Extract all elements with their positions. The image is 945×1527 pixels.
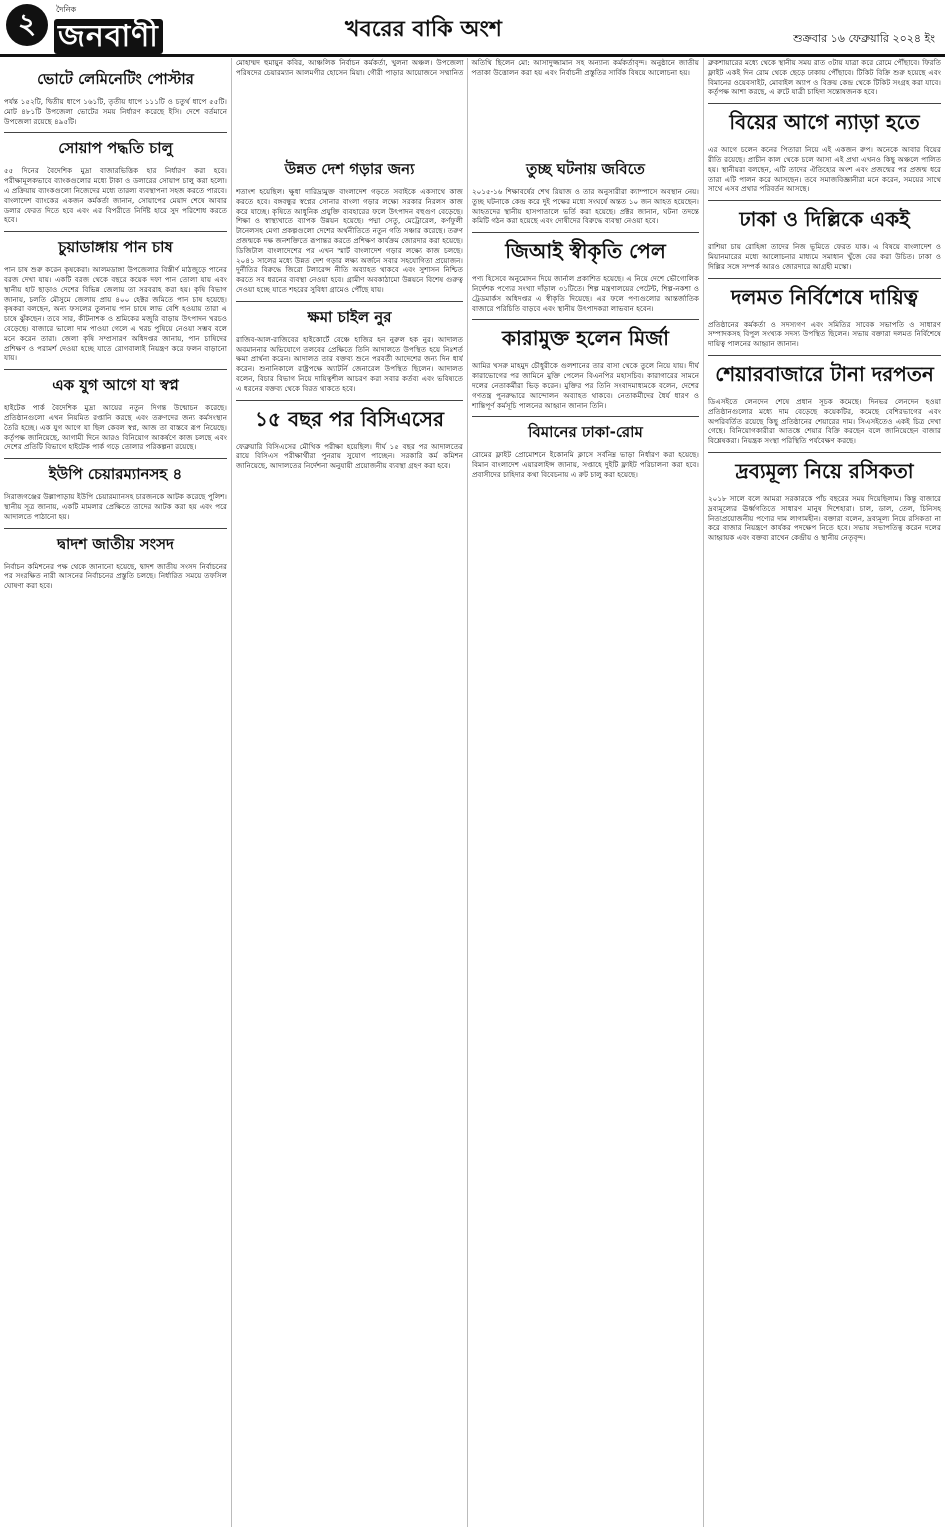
page-number: ২	[6, 4, 48, 46]
logo-prefix: দৈনিক	[56, 5, 77, 14]
article	[708, 200, 941, 271]
article-headline: বিয়ের আগে ন্যাড়া হতে	[708, 103, 941, 141]
column-4	[704, 58, 945, 1527]
article-body: ২০১৫-১৬ শিক্ষাবর্ষের শেখ রিয়াজ ও তার অনুসারীরা ক্যাম্পাসে অবস্থান নেয়। তুচ্ছ ঘটনাকে কেন্দ্র করে দুই পক্ষের মধ্যে সংঘর্ষে অন্তত ১০ জন আহত হয়েছেন। আহতদের স্থানীয় হাসপাতালে ভর্তি করা হয়েছে। প্রক্টর জানান, ঘটনা তদন্তে কমিটি গঠন করা হয়েছে এবং দোষীদের বিরুদ্ধে ব্যবস্থা নেওয়া হবে।	[472, 187, 699, 226]
article	[4, 64, 227, 126]
article	[4, 132, 227, 225]
column-1	[0, 58, 232, 1527]
article-body: রোমের ফ্লাইট প্রোমোশনে ইকোনমি ক্লাসে সর্বনিম্ন ভাড়া নির্ধারণ করা হয়েছে। বিমান বাংলাদেশ এয়ারলাইন্স জানায়, সপ্তাহে দুইটি ফ্লাইট পরিচালনা করা হবে। প্রবাসীদের চাহিদার কথা বিবেচনায় এ রুট চালু করা হয়েছে।	[472, 450, 699, 479]
article-headline: এক যুগ আগে যা স্বপ্ন	[4, 369, 227, 399]
article	[472, 154, 699, 226]
article	[236, 301, 463, 394]
article	[472, 232, 699, 313]
article	[4, 458, 227, 521]
column-3	[468, 58, 704, 1527]
article-body: ফেব্রুয়ারি বিসিএসের মৌখিক পরীক্ষা হয়েছিল। দীর্ঘ ১৫ বছর পর আদালতের রায়ে বিসিএস পরীক্ষার্থীরা পুনরায় সুযোগ পাচ্ছেন। সরকারি কর্ম কমিশন জানিয়েছে, আদালতের নির্দেশনা অনুযায়ী প্রয়োজনীয় ব্যবস্থা গ্রহণ করা হবে।	[236, 441, 463, 471]
article-headline: ১৫ বছর পর বিসিএসের	[236, 400, 463, 438]
article	[708, 355, 941, 446]
article-body: ৫৫ দিনের বৈদেশিক মুদ্রা বাজারভিত্তিক হার নির্ধারণ করা হবে। পরীক্ষামূলকভাবে ব্যাংকগুলোর মধ্যে টাকা ও ডলারের সোয়াপ চালু করা হলো। এ প্রক্রিয়ায় ব্যাংকগুলো নিজেদের মধ্যে তারল্য ব্যবস্থাপনা সহজ করতে পারবে। বাংলাদেশ ব্যাংকের একজন কর্মকর্তা জানান, সোয়াপের মেয়াদ শেষে আবার ডলার ফেরত দিতে হবে এবং এর বিপরীতে নির্দিষ্ট হারে সুদ পরিশোধ করতে হবে।	[4, 166, 227, 225]
article-body: পান চাষ শুরু করেন কৃষকেরা। আলমডাঙ্গা উপজেলার বিস্তীর্ণ মাঠজুড়ে পানের বরজ দেখা যায়। একটি বরজ থেকে বছরে কয়েক দফা পান তোলা যায় এবং স্থানীয় হাট ছাড়াও দেশের বিভিন্ন জেলায় তা সরবরাহ করা হয়। কৃষি বিভাগ জানায়, চলতি মৌসুমে জেলায় প্রায় ৪০০ হেক্টর জমিতে পান চাষ হয়েছে। কৃষকরা বলছেন, অন্য ফসলের তুলনায় পান চাষে লাভ বেশি হওয়ায় তারা এ চাষে ঝুঁকছেন। তবে সার, কীটনাশক ও শ্রমিকের মজুরি বাড়ায় উৎপাদন খরচও বেড়েছে। বাজারে ভালো দাম পাওয়া গেলে এ খরচ পুষিয়ে নেওয়া সম্ভব বলে মনে করেন তারা। জেলা কৃষি সম্প্রসারণ অধিদপ্তর জানায়, পান চাষিদের প্রশিক্ষণ ও পরামর্শ দেওয়া হচ্ছে যাতে রোগবালাই নিয়ন্ত্রণ করে ফলন বাড়ানো যায়।	[4, 265, 227, 363]
article-body: আমির খসরু মাহমুদ চৌধুরীকে গুলশানের তার বাসা থেকে তুলে নিয়ে যায়। দীর্ঘ কারাভোগের পর জামিনে মুক্তি পেলেন বিএনপির মহাসচিব। কারাগারের সামনে দলের নেতাকর্মীরা ভিড় করেন। মুক্তির পর তিনি সংবাদমাধ্যমকে বলেন, দেশের গণতন্ত্র পুনরুদ্ধারে আন্দোলন অব্যাহত থাকবে। নেতাকর্মীদের ধৈর্য ধারণ ও শান্তিপূর্ণ কর্মসূচি পালনের আহ্বান জানান তিনি।	[472, 361, 699, 410]
article-body: ব্রুকশায়ারের মধ্যে থেকে স্থানীয় সময় রাত ৩টায় যাত্রা করে রোমে পৌঁছাবে। ফিরতি ফ্লাইট একই দিন রোম থেকে ছেড়ে ঢাকায় পৌঁছাবে। টিকিট বিক্রি শুরু হয়েছে এবং বিমানের ওয়েবসাইট, মোবাইল অ্যাপ ও বিক্রয় কেন্দ্র থেকে টিকিট সংগ্রহ করা যাবে। কর্তৃপক্ষ আশা করছে, এ রুটে যাত্রী চাহিদা সন্তোষজনক হবে।	[708, 58, 941, 97]
article	[472, 416, 699, 479]
article	[4, 528, 227, 591]
article-headline: শেয়ারবাজারে টানা দরপতন	[708, 355, 941, 393]
article-headline: ইউপি চেয়ারম্যানসহ ৪	[4, 458, 227, 488]
article	[708, 452, 941, 543]
section-title: খবরের বাকি অংশ	[345, 17, 502, 42]
article-headline: চুয়াডাঙ্গায় পান চাষ	[4, 231, 227, 261]
article-headline: দলমত নির্বিশেষে দায়িত্ব	[708, 278, 941, 316]
newspaper-logo: জনবাণী	[54, 12, 163, 63]
article	[708, 103, 941, 194]
article-headline: উন্নত দেশ গড়ার জন্য	[284, 160, 415, 178]
article-headline: তুচ্ছ ঘটনায় জবিতে	[526, 160, 645, 178]
article-body: সিরাজগঞ্জের উল্লাপাড়ায় ইউপি চেয়ারম্যানসহ চারজনকে আটক করেছে পুলিশ। স্থানীয় সূত্র জানায়, একটি মামলার প্রেক্ষিতে তাদের আটক করা হয় এবং পরে আদালতে পাঠানো হয়।	[4, 492, 227, 521]
article-body: রাজিব-আল-রাজিবের হাইকোর্টে বেঞ্চে হাজির হন নুরুল হক নুর। আদালত অবমাননার অভিযোগে তলবের প্রেক্ষিতে তিনি আদালতে উপস্থিত হয়ে নিঃশর্ত ক্ষমা প্রার্থনা করেন। আদালত তার বক্তব্য শুনে পরবর্তী আদেশের জন্য দিন ধার্য করেন। শুনানিকালে রাষ্ট্রপক্ষে অ্যাটর্নি জেনারেল উপস্থিত ছিলেন। আদালত বলেন, বিচার বিভাগ নিয়ে দায়িত্বশীল আচরণ করা সবার কর্তব্য এবং ভবিষ্যতে এ ধরনের বক্তব্য থেকে বিরত থাকতে হবে।	[236, 334, 463, 393]
article-headline: ঢাকা ও দিল্লিকে একই	[708, 200, 941, 238]
article-body: পণ্য হিসেবে অনুমোদন দিয়ে জার্নাল প্রকাশিত হয়েছে। এ নিয়ে দেশে ভৌগোলিক নির্দেশক পণ্যের সংখ্যা দাঁড়াল ৩১টিতে। শিল্প মন্ত্রণালয়ের পেটেন্ট, শিল্প-নকশা ও ট্রেডমার্কস অধিদপ্তর এ স্বীকৃতি দিয়েছে। এর ফলে পণ্যগুলোর আন্তর্জাতিক বাজারে পরিচিতি বাড়বে এবং স্থানীয় উৎপাদকরা লাভবান হবেন।	[472, 274, 699, 313]
article	[236, 400, 463, 471]
article-headline: কারামুক্ত হলেন মির্জা	[472, 319, 699, 357]
article-body: হাইটেক পার্ক বৈদেশিক মুদ্রা আয়ের নতুন দিগন্ত উন্মোচন করেছে। প্রতিষ্ঠানগুলো এখন নিয়মিত রপ্তানি করছে এবং তরুণদের জন্য কর্মসংস্থান তৈরি হচ্ছে। এক যুগ আগে যা ছিল কেবল স্বপ্ন, আজ তা বাস্তবে রূপ নিয়েছে। কর্তৃপক্ষ জানিয়েছে, আগামী দিনে আরও বিনিয়োগ আকর্ষণে কাজ চলছে এবং দেশের প্রতিটি বিভাগে হাইটেক পার্ক গড়ে তোলার পরিকল্পনা রয়েছে।	[4, 403, 227, 452]
news-columns	[0, 58, 945, 1527]
article	[708, 58, 941, 97]
article-body: রাশিয়া চায় রোহিঙ্গা তাদের নিজ ভূমিতে ফেরত যাক। এ বিষয়ে বাংলাদেশ ও মিয়ানমারের মধ্যে আলোচনার মাধ্যমে সমাধান খুঁজে বের করা উচিত। ঢাকা ও দিল্লির সঙ্গে সম্পর্ক আরও জোরদারে আগ্রহী মস্কো।	[708, 242, 941, 271]
article-body: পর্যন্ত ১৫২টি, দ্বিতীয় ধাপে ১৬১টি, তৃতীয় ধাপে ১১১টি ও চতুর্থ ধাপে ৫৫টি। মোট ৪৮১টি উপজেলা ভোটের সময় নির্ধারণ করেছে ইসি। দেশে বর্তমানে উপজেলা রয়েছে ৪৯৫টি।	[4, 97, 227, 126]
article	[4, 369, 227, 452]
issue-date: শুক্রবার ১৬ ফেব্রুয়ারি ২০২৪ ইং	[793, 32, 935, 45]
article-headline: জিআই স্বীকৃতি পেল	[472, 232, 699, 270]
article-body: প্রতিষ্ঠানের কর্মকর্তা ও সদস্যগণ এবং সমিতির সাবেক সভাপতি ও সাধারণ সম্পাদকসহ বিপুল সংখ্যক সদস্য উপস্থিত ছিলেন। সভায় বক্তারা দলমত নির্বিশেষে দায়িত্ব পালনের আহ্বান জানান।	[708, 319, 941, 349]
article-headline: দ্বাদশ জাতীয় সংসদ	[4, 528, 227, 558]
article-body: ২০১৮ সালে বলে আমরা সরকারকে পাঁচ বছরের সময় দিয়েছিলাম। কিন্তু বাজারে দ্রব্যমূল্যের ঊর্ধ্বগতিতে সাধারণ মানুষ দিশেহারা। চাল, ডাল, তেল, চিনিসহ নিত্যপ্রয়োজনীয় পণ্যের দাম লাগামহীন। বক্তারা বলেন, দ্রব্যমূল্য নিয়ে রসিকতা না করে বাজার নিয়ন্ত্রণে কার্যকর পদক্ষেপ নিতে হবে। সভায় সভাপতিত্ব করেন দলের আহ্বায়ক এবং বক্তব্য রাখেন কেন্দ্রীয় ও স্থানীয় নেতৃবৃন্দ।	[708, 493, 941, 543]
article-headline: ভোটে লেমিনেটিং পোস্টার	[37, 70, 194, 88]
article	[472, 319, 699, 410]
column-2	[232, 58, 468, 1527]
article-headline: সোয়াপ পদ্ধতি চালু	[4, 132, 227, 162]
masthead	[0, 0, 945, 57]
article-headline: দ্রব্যমূল্য নিয়ে রসিকতা	[708, 452, 941, 490]
article-headline: ক্ষমা চাইল নুর	[236, 301, 463, 331]
article-body: এর আগে চলেন কনের পিতারা নিয়ে এই একজন রুপ। অনেকে আবার বিয়ের রীতি রয়েছে। প্রাচীন কাল থেকে চলে আসা এই প্রথা এখনও কিছু অঞ্চলে পালিত হয়। স্থানীয়রা বলছেন, এটি তাদের ঐতিহ্যের অংশ এবং প্রজন্মের পর প্রজন্ম ধরে তারা এটি পালন করে আসছেন। তবে সমাজবিজ্ঞানীরা মনে করেন, সময়ের সাথে সাথে এসব প্রথার পরিবর্তন আসছে।	[708, 145, 941, 194]
article	[708, 278, 941, 349]
article-body: শতাংশ হয়েছিল। ক্ষুধা দারিদ্র্যমুক্ত বাংলাদেশ গড়তে সবাইকে একসাথে কাজ করতে হবে। বঙ্গবন্ধুর স্বপ্নের সোনার বাংলা গড়ার লক্ষ্যে সরকার নিরলস কাজ করে যাচ্ছে। কৃষিতে আধুনিক প্রযুক্তি ব্যবহারের ফলে উৎপাদন বহুগুণ বেড়েছে। শিক্ষা ও স্বাস্থ্যখাতে ব্যাপক উন্নয়ন হয়েছে। পদ্মা সেতু, মেট্রোরেল, কর্ণফুলী টানেলসহ মেগা প্রকল্পগুলো দেশের অর্থনীতিতে নতুন গতি সঞ্চার করেছে। তরুণ প্রজন্মকে দক্ষ জনশক্তিতে রূপান্তর করতে প্রশিক্ষণ কার্যক্রম জোরদার করা হয়েছে। ডিজিটাল বাংলাদেশের পর এখন স্মার্ট বাংলাদেশ গড়ার লক্ষ্যে কাজ চলছে। ২০৪১ সালের মধ্যে উন্নত দেশ গড়ার লক্ষ্য অর্জনে সবার সহযোগিতা প্রয়োজন। দুর্নীতির বিরুদ্ধে জিরো টলারেন্স নীতি অব্যাহত থাকবে এবং সুশাসন নিশ্চিত করতে সব ধরনের ব্যবস্থা নেওয়া হবে। গ্রামীণ অবকাঠামো উন্নয়নে বিশেষ গুরুত্ব দেওয়া হচ্ছে যাতে শহরের সুবিধা গ্রামেও পৌঁছে যায়।	[236, 187, 463, 294]
article-headline: বিমানের ঢাকা-রোম	[472, 416, 699, 446]
article-body: ডিএসইতে লেনদেন শেষে প্রধান সূচক কমেছে। দিনভর লেনদেন হওয়া প্রতিষ্ঠানগুলোর মধ্যে দাম বেড়েছে কয়েকটির, কমেছে বেশিরভাগের এবং অপরিবর্তিত রয়েছে কিছু প্রতিষ্ঠানের শেয়ারের দাম। সিএসইতেও একই চিত্র দেখা গেছে। বিনিয়োগকারীরা আতঙ্কে শেয়ার বিক্রি করছেন বলে জানিয়েছেন বাজার বিশ্লেষকরা। নিয়ন্ত্রক সংস্থা পরিস্থিতি পর্যবেক্ষণ করছে।	[708, 396, 941, 446]
article-body: নির্বাচন কমিশনের পক্ষ থেকে জানানো হয়েছে, দ্বাদশ জাতীয় সংসদ নির্বাচনের পর সংরক্ষিত নারী আসনের নির্বাচনের প্রস্তুতি চলছে। নির্ধারিত সময়ে তফসিল ঘোষণা করা হবে।	[4, 561, 227, 591]
article	[4, 231, 227, 363]
article	[236, 154, 463, 295]
top-continuation-text: মোহাম্মদ হুমায়ুন কবির, আঞ্চলিক নির্বাচন কর্মকর্তা, খুলনা অঞ্চল। উপজেলা পরিষদের চেয়ারম্যান আলমগীর হোসেন মিয়া। গৌরী পাড়ার আয়োজনে সম্মানিত অতিথি ছিলেন মো: আসাদুজ্জামান সহ অন্যান্য কর্মকর্তাবৃন্দ। অনুষ্ঠানে জাতীয় পতাকা উত্তোলন করা হয় এবং নির্বাচনী প্রস্তুতির সার্বিক বিষয়ে আলোচনা হয়।	[236, 58, 699, 77]
